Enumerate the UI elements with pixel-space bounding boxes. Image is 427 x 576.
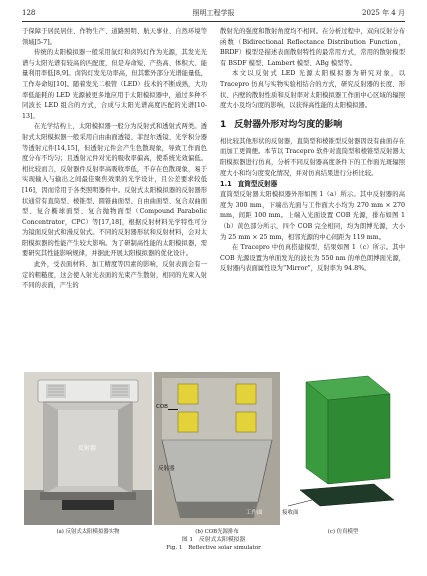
label-cob: COB (156, 404, 168, 410)
section-number: 1 (220, 119, 227, 130)
subcaption-a: (a) 反射式太阳模拟器实物 (56, 529, 120, 535)
label-reflector-b: 反射器 (158, 466, 175, 472)
subsection-number: 1.1 (220, 180, 232, 189)
subcaption-b: (b) COB光源排布 (195, 529, 239, 535)
subsection-heading (220, 179, 405, 190)
subsection-title: 直筒型反射器 (237, 180, 278, 189)
label-reflector-a: 反射器 (78, 445, 97, 452)
figure-caption: 图 1 反射式太阳模拟器 (181, 537, 246, 543)
paragraph: 散射光的强度和散射角度均不相同。在分析过程中，双向反射分布函数（Bidirectional Reflectance Distribution Function，BRDF）模型是描述表面散射特性的最常用方式，常用的散射模型有 BSDF 模型、Lambert 模型、ABg 模型等。 (220, 28, 405, 67)
label-receiver: 接收面 (282, 510, 299, 516)
simulation-model (282, 372, 404, 525)
header-rule (22, 21, 405, 22)
left-column (22, 27, 207, 292)
section-title: 反射器外形对均匀度的影响 (234, 119, 343, 130)
label-workplane: 工作面 (246, 510, 263, 516)
paragraph: 本文以反射式 LED 光源太阳模拟器为研究对象，以 Tracepro 仿真与实物实验相结合的方式，研究反射器的长度、形状、内壁的散射性质和反射率对太阳模拟器工作面中心区域的辐照度大小及均匀度的影响，以获得高性能的太阳模拟器。 (220, 70, 405, 110)
subcaption-c: (c) 仿真模型 (327, 529, 359, 535)
cob-leader-line (168, 409, 178, 410)
paragraph: 相比较其他形状的反射器，直筒型和棱锥型反射器因设有曲面存在而加工更简便。本节以 Tracepro 软件对直筒型和棱锥型反射器太阳模拟器进行仿真，分析不同反射器高度条件下的工作面光斑辐照度大小和均匀度变化情况，并对仿真结果进行分析比较。 (220, 137, 405, 177)
paragraph: 传统的太阳模拟器一般采用氙灯和卤钨灯作为光源，其发光光谱与太阳光谱有较高的匹配度，但是寿命短、产热高、体积大、能量利用率低[8,9]。卤钨灯发光功率高，但其紫外部分光谱能量低，工作寿命短[10]。随着发光二极管（LED）技术的不断成熟，大功率低能耗的 LED 光源被更多地应用于太阳模拟器中，通过多种不同波长 LED 组合的方式，合成与太阳光谱高度匹配的光谱[10-13]。 (22, 49, 207, 120)
figure-caption-english: Fig. 1 Reflective solar simulator (166, 545, 261, 551)
simulation-model-illustration (282, 372, 404, 525)
right-column (220, 27, 405, 275)
paragraph: 直筒型反射器太阳模拟器外形如图 1（a）所示。其中反射器的高度为 300 mm，下端出光面与工作面大小均为 270 mm × 270 mm，间距 100 mm。上端入光面设置 COB 光源，排布如图 1（b）黄色部分所示，四个 COB 完全相同，均为朗博光源，大小为 25 mm × 25 mm，相邻光源的中心间距为 119 mm。 (220, 191, 405, 241)
paragraph: 在光学结构上，太阳模拟器一般分为反射式和透射式两类。透射式太阳模拟器一般采用自由曲面透镜、菲涅尔透镜、光学积分器等透射元件[14,15]，但透射元件会产生色散现象，导致工作面色度分布不均匀；且透射元件对光的吸收率偏高，使系统光效偏低。相比较而言，反射器件反射率高吸收率低，不存在色散现象，易于实现输入与输出之间最佳聚焦效果的光学设计，且公差要求较低[16]，因而常用于各类照明器件中。反射式太阳模拟器的反射器形状通常有直筒型、棱锥型、圆锥曲面型、自由曲面型、复合双曲面型、复合椭球面型、复合抛物面型（Compound Parabolic Concentrator，CPC）等[17,18]，根据反射材料光学特性可分为镜面反射式和漫反射式。不同的反射器形状和反射材料，会对太阳模拟器的性能产生较大影响。为了研制高性能的太阳模拟器，需要研究其性能影响规律，并据此开展太阳模拟器的优化设计。 (22, 123, 207, 258)
section-heading (220, 118, 405, 132)
cob-layout-illustration (154, 372, 280, 525)
photo-simulator (24, 372, 152, 525)
journal-name: 照明工程学报 (192, 9, 235, 17)
paragraph: 在 Tracepro 中仿真搭建模型，结果如图 1（c）所示。其中 COB 光源设置为单面发光的波长为 550 nm 的单色朗博面光源，反射器内表面属性设为“Mirror”，反射率为 94.8%。 (220, 244, 405, 273)
paragraph: 此外，受表面材料、加工精度等因素的影响，反射表面会有一定的粗糙度，这会使入射光表面的光束产生散射，相同的光束入射不同的表面，产生的 (22, 261, 207, 290)
issue-date: 2025 年 4 月 (362, 9, 405, 17)
paragraph: 于保障于居民居住、作物生产、道路照明、航天事业、自然环境等领域[5-7]。 (22, 28, 207, 46)
photo-cob-layout (154, 372, 280, 525)
page-number: 128 (22, 9, 36, 17)
figure-1 (22, 372, 405, 551)
